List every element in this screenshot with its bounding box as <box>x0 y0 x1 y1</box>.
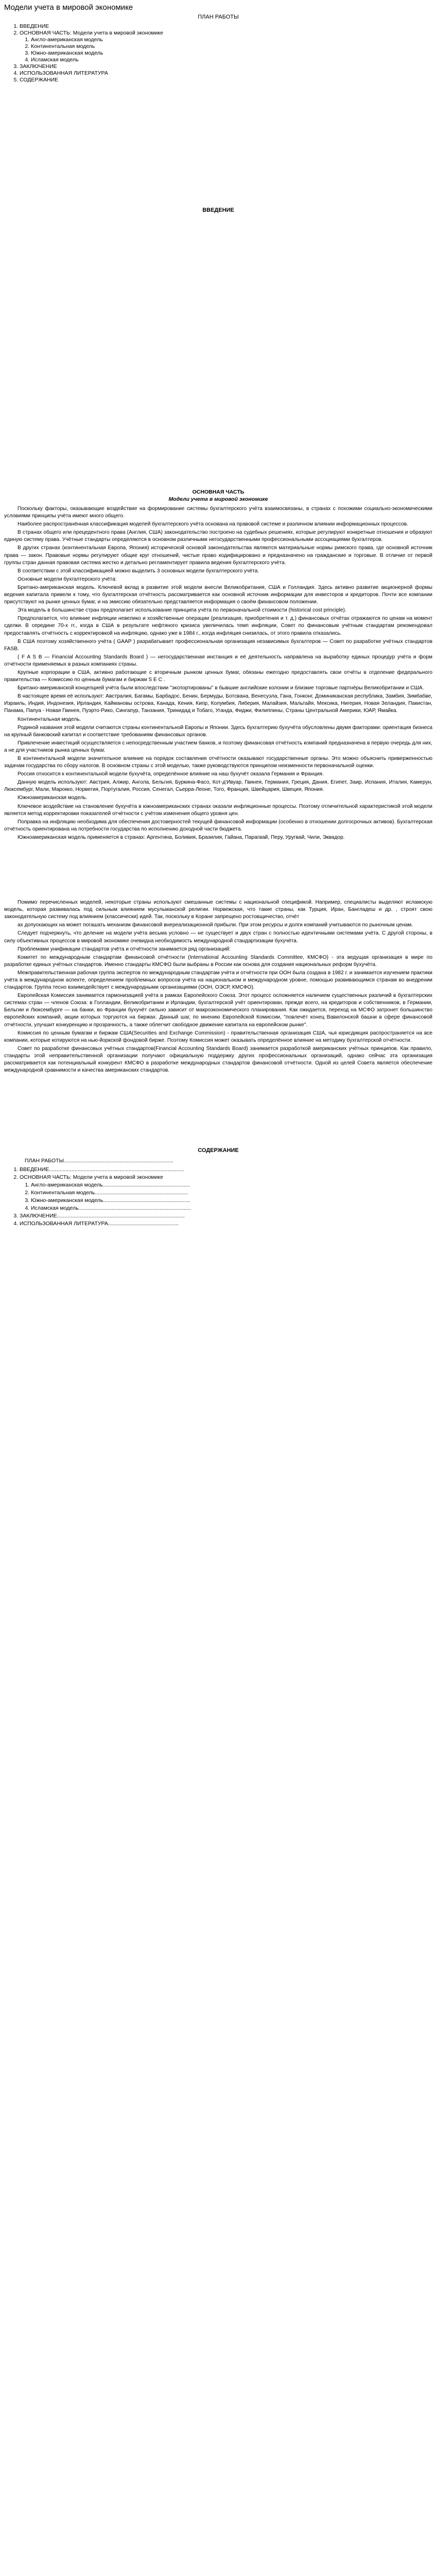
paragraph: Комиссия по ценным бумагам и биржам США(Securities and Exchange Commission) - правительственная организация США, чья юрисдикция распространяется на все компании, которые котируются на нью-йоркской фондовой бирже. Поэтому Комиссия может оказывать определённое влияние на методику бухгалтерской отчётности. <box>4 1030 432 1043</box>
document <box>4 3 432 1228</box>
contents-item: 2. ОСНОВНАЯ ЧАСТЬ: Модели учета в мировой экономике 1. Англо-американская модель.......................................................... 2. Континентальная модель.............................................................. 3. Южно-американская модель.......................................................... 4. Исламская модель........................................................................... <box>20 1174 432 1212</box>
contents-item: 3. ЗАКЛЮЧЕНИЕ..................................................................................... <box>20 1212 432 1220</box>
main-subheading: Модели учета в мировой экономике <box>168 496 268 502</box>
toc-item: 1. ВВЕДЕНИЕ <box>20 23 432 30</box>
paragraph: Проблемами унификации стандартов учёта и отчётности занимается ряд организаций: <box>18 946 231 952</box>
contents-subitem: 3. Южно-американская модель.......................................................... <box>31 1197 432 1205</box>
document-title: Модели учета в мировой экономике <box>4 3 133 12</box>
paragraph: Эта модель в большинстве стран предполагает использование принципа учёта по первоначальной стоимости (historical cost principle). <box>18 607 346 614</box>
paragraph: Поскольку факторы, оказывающие воздействие на формирование системы бухгалтерского учёта взаимосвязаны, в странах с похожими социально-экономическими условиями принципы учёта имеют много общего. <box>4 506 432 519</box>
paragraph: Британо-американская модель. Ключевой вклад в развитие этой модели внесли Великобритания, США и Голландия. Здесь активно развитие акционерной формы ведения капитала привели к тому, что бухгалтерская отчётность рассматривается как основной источник информации для инвесторов и кредиторов. Почти все компании присутствуют на рынке ценных бумаг, и на эмиссию обязательно представляется информация о своём финансовом положении. <box>4 584 432 605</box>
paragraph: Межправительственная рабочая группа экспертов по международным стандартам учёта и отчётности при ООН была создана в 1982 г. и занимается изучением практики учёта в международном аспекте, определением проблемных вопросов учёта на национальном и международном уровне, помощью развивающимся странам во внедрении стандартов. Группа тесно взаимодействует с международными организациями (ООН, ОЭСР, КМСФО). <box>4 970 432 991</box>
paragraph: ( F A S B — Financial Accounting Standards Board ) — негосударственная инстанция и её деятельность направлена на выработку единых процедур учёта и форм отчётности применяемых в разных компаниях страны. <box>4 654 432 667</box>
paragraph: Родиной названия этой модели считаются страны континентальной Европы и Японии. Здесь бухгалтерию бухучёта обусловлены двумя факторами: ориентация бизнеса на крупный банковский капитал и соответствие требованиям финансовых органов. <box>4 724 432 738</box>
contents-plan: ПЛАН РАБОТЫ......................................................................... <box>25 1158 173 1164</box>
toc-item: 3. ЗАКЛЮЧЕНИЕ <box>20 63 432 70</box>
paragraph: Европейская Комиссия занимается гармонизацией учёта в рамках Европейского Союза. Этот процесс осложняется наличием существенных различий в бухгалтерских системах стран — членов Союза: в Голландии, Великобритании и Ирландии, бухгалтерской учёт ориентирован, прежде всего, на кредиторов и собственников, в Германии, Бельгии и Люксембурге — на банки, во Франции бухучёт сильно зависит от макроэкономического планирования. Как ожидается, переход на МСФО затронет большинство европейских компаний, акции которых торгуются на биржах. Данный шаг, по мнению Европейской Комиссии, "повлечёт конец Вавилонской башни в сфере финансовой отчётности, улучшит конкуренцию и прозрачность, а также облегчит свободное движение капитала на европейском рынке". <box>4 993 432 1028</box>
toc-subitem: 3. Южно-американская модель <box>31 50 432 57</box>
toc-item: 5. СОДЕРЖАНИЕ <box>20 77 432 83</box>
paragraph: Поправка на инфляцию необходима для обеспечения достоверностей текущей финансовой информации (особенно в отношении долгосрочных активов). Бухгалтерская отчётность ориентирована на потребности государства по исполнению доходной части бюджета. <box>4 819 432 832</box>
paragraph: Помимо перечисленных моделей, некоторые страны используют смешанные системы с национальной спецификой. Например, специалисты выделяют исламскую модель, которая развивалась под сильным влиянием мусульманской религии. Норвежская, что такие страны, как Турция, Иран, Бангладеш и др. , строят свою законодательную систему под влиянием (классически) идей. Так, поскольку в Коране запрещено ростовщичество, отчёт <box>4 900 432 920</box>
paragraph: Предполагается, что влияние инфляции невелико и хозяйственные операции (реализация, приобретения и т. д.) финансовых отчётах отражаются по ценам на момент сделки. В середине 70-х гг., когда в США в результате нефтяного кризиса увеличилась темп инфляции, Совет по финансовым учётным стандартам рекомендовал предоставлять отчётность с корректировкой на инфляцию, однако уже в 1984 г., когда инфляция снизилась, от этого правила отказались. <box>4 616 432 636</box>
intro-heading: ВВЕДЕНИЕ <box>202 207 234 213</box>
paragraph: Россия относится к континентальной модели бухучёта, определённое влияние на наш бухучёт оказала Германия и Франция. <box>18 771 324 777</box>
paragraph: Данную модель используют: Австрия, Алжир, Ангола, Бельгия, Буркина-Фасо, Кот-д'Ивуар, Гвинея, Германия, Греция, Дания, Египет, Заир, Испания, Италия, Камерун, Люксембург, Мали, Марокко, Норвегия, Португалия, Россия, Сенегал, Сьерра-Леоне, Того, Франция, Швейцария, Швеция, Япония. <box>4 779 432 793</box>
toc-item: 2. ОСНОВНАЯ ЧАСТЬ: Модели учета в мировой экономике 1. Англо-американская модель 2. Континентальная модель 3. Южно-американская модель 4. Исламская модель <box>20 30 432 63</box>
paragraph: В континентальной модели значительное влияние на порядок составления отчётности оказывают государственные органы. Это можно объяснить приверженностью задачам государства по сбору налогов. В основном страны с этой моделью, также руководствуются принципом неизменности первоначальной оценки. <box>4 756 432 769</box>
contents-item: 1. ВВЕДЕНИЕ.......................................................................................... <box>20 1166 432 1174</box>
plan-title: ПЛАН РАБОТЫ <box>198 14 239 20</box>
paragraph: Комитет по международным стандартам финансовой отчётности (International Accounting Standards Committee, КМСФО) - эта ведущая организация в мире по разработке единых учётных стандартов. Именно стандарты КМСФО были выбраны в России как основа для создания национальных реформ бухучёта. <box>4 954 432 968</box>
paragraph: Южноамериканская модель применяется в странах: Аргентина, Боливия, Бразилия, Гайана, Парагвай, Перу, Уругвай, Чили, Эквадор. <box>18 834 345 840</box>
contents-heading: СОДЕРЖАНИЕ <box>198 1147 239 1154</box>
paragraph: В настоящее время её используют: Австралия, Багамы, Барбадос, Бенин, Бермуды, Ботсвана, Венесуэла, Гана, Гонконг, Доминиканская республика, Замбия, Зимбабве, Израиль, Индия, Индонезия, Ирландия, Каймановы острова, Канада, Кения, Кипр, Колумбия, Либерия, Малайзия, Мальтайя, Мексика, Нигерия, Новая Зеландия, Пакистан, Панама, Папуа - Новая Гвинея, Пуэрто-Рико, Сингапур, Танзания, Тринидад и Тобаго, Уганда, Фиджи, Филиппины, Страны Центральной Америки, ЮАР, Ямайка. <box>4 693 432 714</box>
toc-subitem: 1. Англо-американская модель <box>31 37 432 43</box>
contents-item: 4. ИСПОЛЬЗОВАННАЯ ЛИТЕРАТУРА............................................... <box>20 1220 432 1228</box>
contents-subitem: 1. Англо-американская модель.......................................................... <box>31 1181 432 1189</box>
paragraph: В соответствии с этой классификацией можно выделить 3 основных модели бухгалтерского учёта. <box>18 568 259 574</box>
toc-subitem: 2. Континентальная модель <box>31 43 432 50</box>
paragraph: Следует подчеркнуть, что деление на модели учёта весьма условно — не существует и двух стран с полностью идентичными системами учёта. С другой стороны, в силу объективных процессов в мировой экономике очевидна необходимость международной стандартизации бухучёта. <box>4 930 432 944</box>
paragraph: ах допускающих на может погашать механизм финансовой внереализационной прибыли. При этом ресурсы и долги компаний учитываются по рыночным ценам. <box>18 922 413 928</box>
paragraph: Наиболее распространённая классификация моделей бухгалтерского учёта основана на правовой системе и различном влиянии информационных процессов. <box>18 521 408 528</box>
main-heading: ОСНОВНАЯ ЧАСТЬ <box>192 489 245 495</box>
paragraph: Основные модели бухгалтерского учёта: <box>18 576 117 582</box>
paragraph: В других странах (континентальная Европа, Япония) исторической основой законодательства являются материальные нормы римского права, где основной источник права — закон. Правовые нормы регулируют общие круг отношений, чистые право кодифицировано и предназначено на гражданские и торговые. В отличие от первой группы стран данная правовая система жестко и детально регламентирует правила ведения бухгалтерского учёта. <box>4 545 432 566</box>
paragraph: В странах общего или прецедентного права (Англия, США) законодательство построено на судебных решениях, которые регулируют конкретные отношения и образуют единую систему права. Учётные стандарты определяются в основном различными негосударственными профессиональными ассоциациями бухгалтеров. <box>4 530 432 543</box>
paragraph: Континентальная модель. <box>18 716 81 722</box>
paragraph: Совет по разработке финансовых учётных стандартов(Financial Accounting Standards Board) занимается разработкой американских учётных принципов. Как правило, стандарты этой неправительственной организации получают официальную поддержку других профессиональных организаций, однако сейчас эта организация рассматривается как потенциальный конкурент КМСФО в разработке международных стандартов финансовой отчётности. Одной из целей Совета является обеспечение международной сравнимости и качества американских стандартов. <box>4 1045 432 1074</box>
paragraph: Крупные корпорации в США, активно работающие с вторичным рынком ценных бумаг, обязаны ежегодно предоставлять свои отчёты в отделение федерального правительства — Комиссию по ценным бумагам и биржам S E C . <box>4 669 432 683</box>
paragraph: Ключевое воздействие на становление бухучёта в южноамериканских странах оказали инфляционные процессы. Поэтому отличительной характеристикой этой модели является метод корректировки показателей отчётности с учётом изменения общего уровня цен. <box>4 803 432 817</box>
body-section-b <box>4 899 432 1074</box>
paragraph: Привлечение инвестиций осуществляется с непосредственным участием банков, и поэтому финансовая отчётность компаний предназначена в первую очередь для них, а не для участников рынка ценных бумаг. <box>4 740 432 753</box>
contents-subitem: 2. Континентальная модель.............................................................. <box>31 1189 432 1197</box>
toc-subitem: 4. Исламская модель <box>31 57 432 63</box>
contents-subitem: 4. Исламская модель........................................................................... <box>31 1205 432 1212</box>
paragraph: В США поэтому хозяйственного учёта ( GAAP ) разрабатывает профессиональная организация независимых бухгалтеров — Совет по разработке учётных стандартов FASB. <box>4 638 432 652</box>
paragraph: Британо-американской концепцией учёта были впоследствии "экспортированы" в бывшие английские колонии и близкие торговые партнёры Великобритании и США. <box>18 685 424 691</box>
table-of-contents <box>9 23 432 83</box>
body-section-a <box>4 505 432 841</box>
contents-list <box>9 1166 432 1228</box>
paragraph: Южноамериканская модель. <box>18 795 88 801</box>
toc-item: 4. ИСПОЛЬЗОВАННАЯ ЛИТЕРАТУРА <box>20 70 432 77</box>
